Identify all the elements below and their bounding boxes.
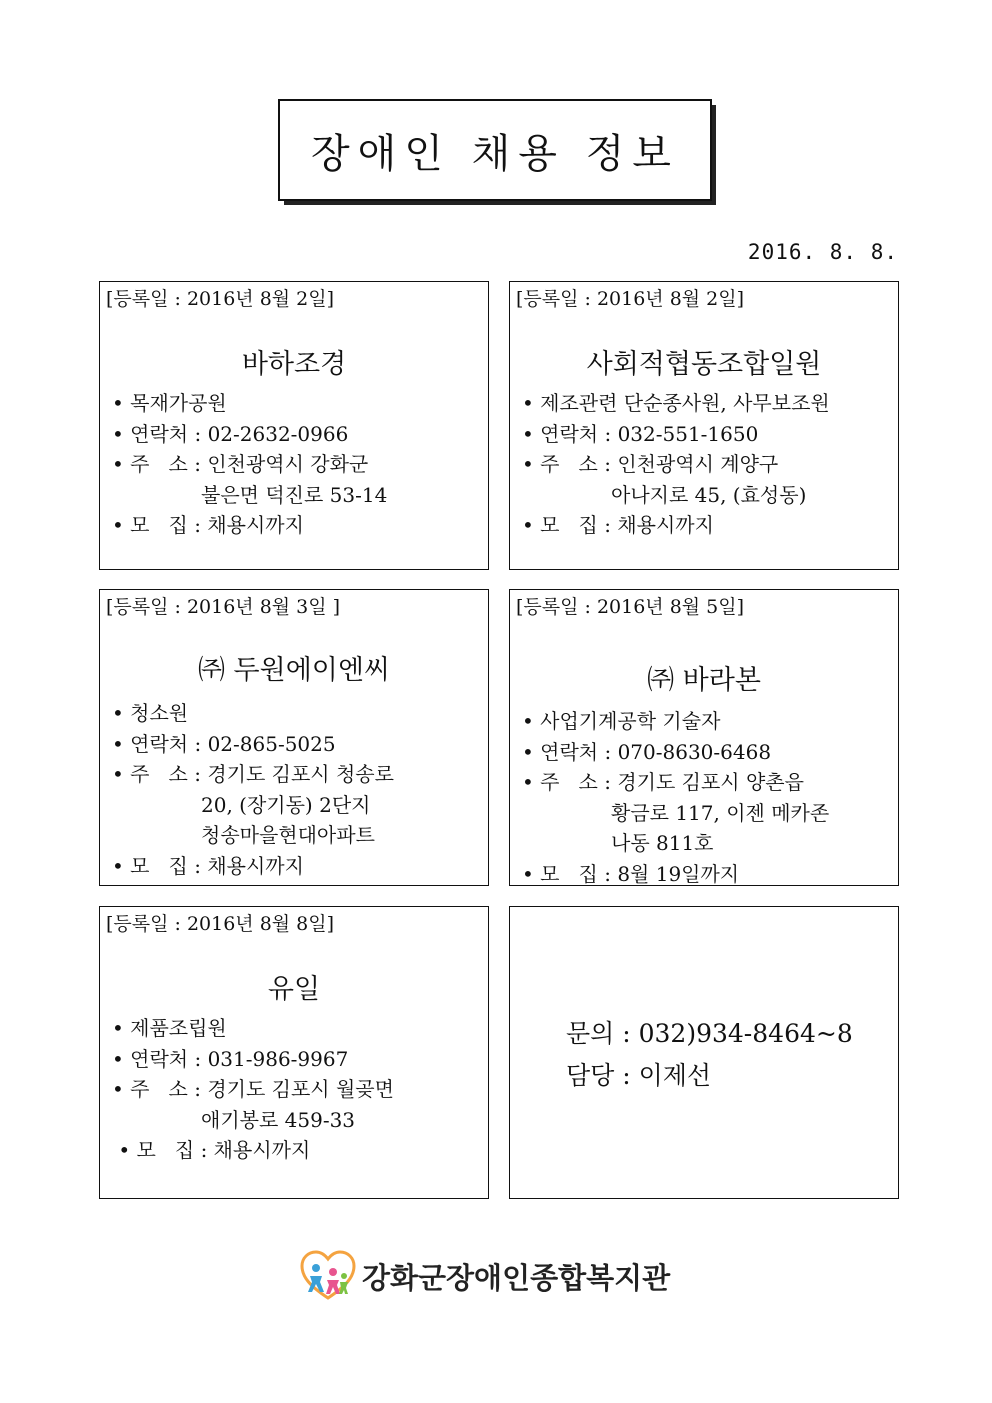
address-line: • 주 소 : 경기도 김포시 청송로 — [112, 762, 394, 786]
title-box — [278, 99, 712, 201]
address-line-continued: 청송마을현대아파트 — [112, 823, 375, 847]
job-details — [522, 706, 829, 889]
job-card-bahajogyeong — [99, 281, 489, 570]
address-line-continued: 애기봉로 459-33 — [112, 1107, 356, 1132]
job-card-yuil — [99, 906, 489, 1199]
job-card-duwon — [99, 589, 489, 886]
job-card-ilwon — [509, 281, 899, 570]
footer-organization — [300, 1248, 720, 1304]
address-line: • 주 소 : 인천광역시 강화군 — [112, 452, 369, 476]
job-title-line: • 사업기계공학 기술자 — [522, 709, 721, 733]
company-name: ㈜ 바라본 — [647, 665, 761, 696]
recruit-period-line: • 모 집 : 8월 19일까지 — [522, 861, 740, 886]
company-name: ㈜ 두원에이엔씨 — [197, 655, 391, 686]
contact-person: 담당 : 이제선 — [566, 1061, 712, 1090]
company-name: 사회적협동조합일원 — [586, 349, 822, 380]
job-details — [112, 698, 394, 881]
phone-line: • 연락처 : 032-551-1650 — [522, 421, 759, 446]
address-line-continued: 나동 811호 — [522, 831, 714, 855]
company-name: 바하조경 — [241, 349, 347, 380]
job-details — [112, 1013, 394, 1166]
heart-family-logo-icon — [300, 1250, 356, 1302]
inquiry-phone: 문의 : 032)934-8464~8 — [566, 1019, 853, 1048]
registration-date: [등록일 : 2016년 8월 3일 ] — [106, 596, 341, 618]
recruit-period-line: • 모 집 : 채용시까지 — [112, 1138, 311, 1162]
address-line-continued: 20, (장기동) 2단지 — [112, 792, 371, 817]
phone-line: • 연락처 : 070-8630-6468 — [522, 739, 772, 764]
phone-line: • 연락처 : 02-2632-0966 — [112, 421, 349, 446]
address-line-continued: 황금로 117, 이젠 메카존 — [522, 800, 830, 825]
job-title-line: • 제품조립원 — [112, 1016, 227, 1040]
recruit-period-line: • 모 집 : 채용시까지 — [522, 513, 714, 537]
address-line: • 주 소 : 경기도 김포시 양촌읍 — [522, 770, 804, 794]
phone-line: • 연락처 : 031-986-9967 — [112, 1046, 349, 1071]
address-line-continued: 불은면 덕진로 53-14 — [112, 482, 388, 507]
address-line-continued: 아나지로 45, (효성동) — [522, 482, 807, 507]
recruit-period-line: • 모 집 : 채용시까지 — [112, 853, 304, 878]
recruit-period-line: • 모 집 : 채용시까지 — [112, 513, 304, 537]
registration-date: [등록일 : 2016년 8월 8일] — [106, 913, 335, 935]
document-date: 2016. 8. 8. — [747, 240, 898, 264]
organization-name: 강화군장애인종합복지관 — [362, 1260, 671, 1295]
registration-date: [등록일 : 2016년 8월 2일] — [106, 288, 335, 310]
job-card-barabon — [509, 589, 899, 886]
page-title: 장애인 채용 정보 — [311, 130, 679, 177]
job-details — [522, 388, 830, 541]
registration-date: [등록일 : 2016년 8월 5일] — [516, 596, 745, 618]
address-line: • 주 소 : 경기도 김포시 월곶면 — [112, 1077, 394, 1101]
company-name: 유일 — [267, 974, 321, 1005]
phone-line: • 연락처 : 02-865-5025 — [112, 731, 336, 756]
contact-info — [566, 1013, 853, 1097]
job-details — [112, 388, 387, 541]
registration-date: [등록일 : 2016년 8월 2일] — [516, 288, 745, 310]
contact-card — [509, 906, 899, 1199]
job-title-line: • 제조관련 단순종사원, 사무보조원 — [522, 391, 830, 415]
job-title-line: • 목재가공원 — [112, 391, 227, 415]
address-line: • 주 소 : 인천광역시 계양구 — [522, 452, 779, 476]
job-title-line: • 청소원 — [112, 701, 189, 725]
